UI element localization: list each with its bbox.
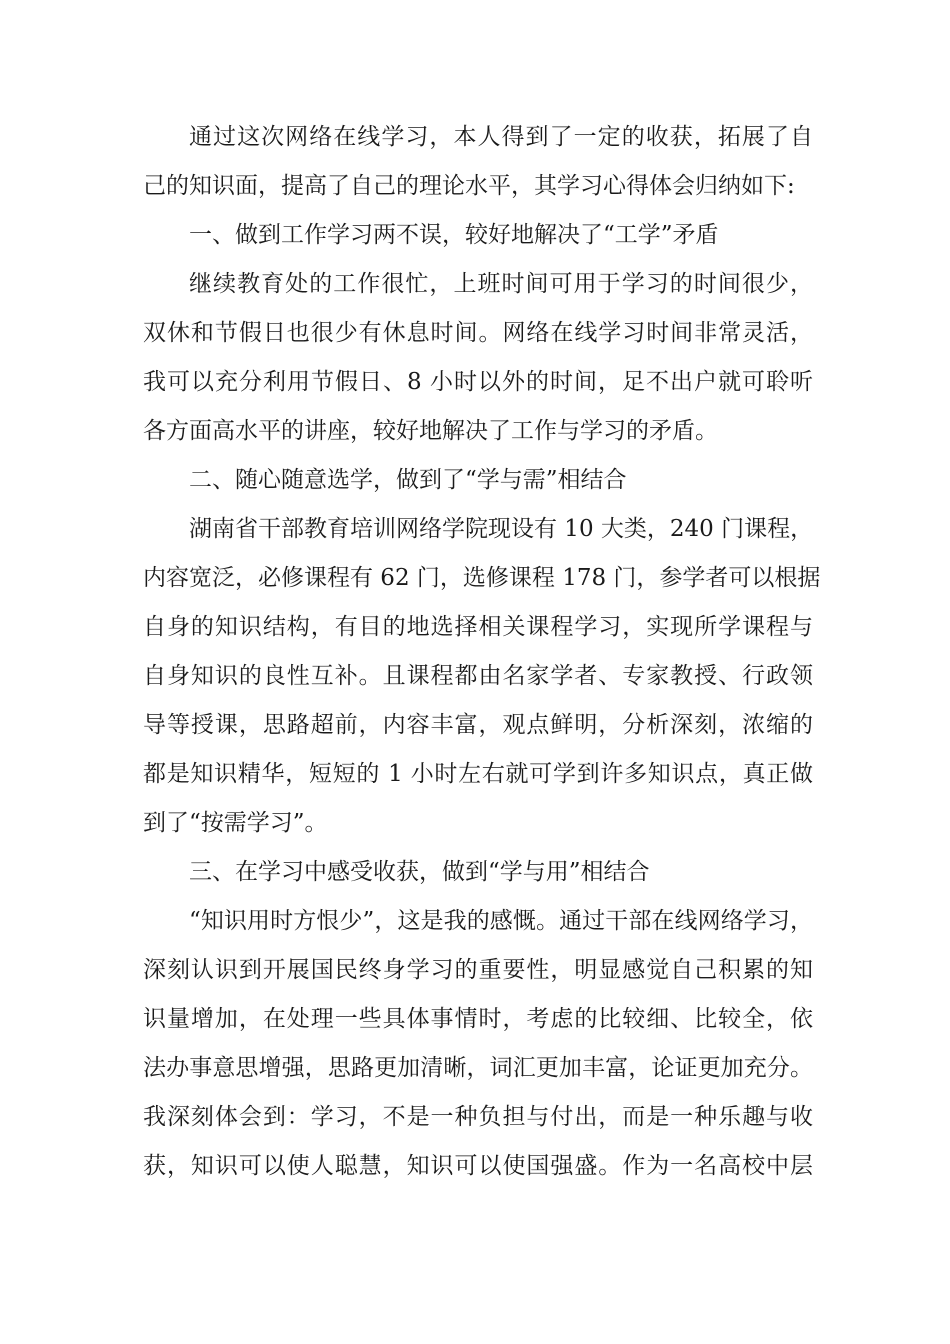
text-line: 通过这次网络在线学习，本人得到了一定的收获，拓展了自 — [189, 124, 813, 150]
text-line: 我可以充分利用节假日、8 小时以外的时间，足不出户就可聆听 — [143, 369, 813, 395]
text-line: 获，知识可以使人聪慧，知识可以使国强盛。作为一名高校中层 — [143, 1153, 813, 1179]
text-line: 己的知识面，提高了自己的理论水平，其学习心得体会归纳如下: — [143, 173, 795, 199]
text-line: 法办事意思增强，思路更加清晰，词汇更加丰富，论证更加充分。 — [143, 1055, 813, 1081]
text-line: 识量增加，在处理一些具体事情时，考虑的比较细、比较全，依 — [143, 1006, 813, 1032]
text-line: 自身知识的良性互补。且课程都由名家学者、专家教授、行政领 — [143, 663, 813, 689]
text-line: 自身的知识结构，有目的地选择相关课程学习，实现所学课程与 — [143, 614, 813, 640]
text-line: 湖南省干部教育培训网络学院现设有 10 大类，240 门课程， — [189, 516, 814, 542]
text-line: 各方面高水平的讲座，较好地解决了工作与学习的矛盾。 — [143, 418, 718, 444]
section-heading-2: 二、随心随意选学，做到了“学与需”相结合 — [189, 467, 627, 493]
text-line: 到了“按需学习”。 — [143, 810, 328, 836]
text-line: 导等授课，思路超前，内容丰富，观点鲜明，分析深刻，浓缩的 — [143, 712, 813, 738]
text-line: 我深刻体会到：学习，不是一种负担与付出，而是一种乐趣与收 — [143, 1104, 813, 1130]
text-line: 都是知识精华，短短的 1 小时左右就可学到许多知识点，真正做 — [143, 761, 813, 787]
text-line: 深刻认识到开展国民终身学习的重要性，明显感觉自己积累的知 — [143, 957, 813, 983]
text-line: 内容宽泛，必修课程有 62 门，选修课程 178 门，参学者可以根据 — [143, 565, 821, 591]
section-heading-3: 三、在学习中感受收获，做到“学与用”相结合 — [189, 859, 650, 885]
text-line: “知识用时方恨少”，这是我的感慨。通过干部在线网络学习， — [189, 908, 813, 934]
document-body — [143, 113, 821, 1191]
section-heading-1: 一、做到工作学习两不误，较好地解决了“工学”矛盾 — [189, 222, 719, 248]
text-line: 继续教育处的工作很忙，上班时间可用于学习的时间很少， — [189, 271, 813, 297]
text-line: 双休和节假日也很少有休息时间。网络在线学习时间非常灵活， — [143, 320, 813, 346]
